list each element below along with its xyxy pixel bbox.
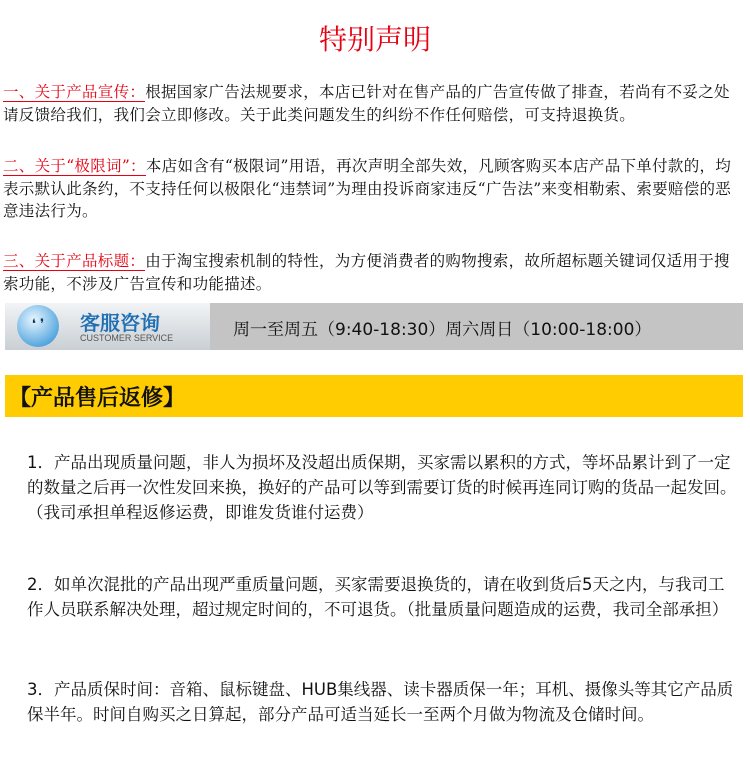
notice-text: 根据国家广告法规要求，本店已针对在售产品的广告宣传做了排查，若尚有不妥之处请反馈给我们，我们会立即修改。关于此类问题发生的纠纷不作任何赔偿，可支持退换货。	[3, 83, 730, 124]
list-item: 2．如单次混批的产品出现严重质量问题，买家需要退换货的，请在收到货后5天之内，与我司工作人员联系解决处理，超过规定时间的，不可退货。（批量质量问题造成的运费，我司全部承担）	[27, 575, 729, 619]
notice-text: 由于淘宝搜索机制的特性，为方便消费者的购物搜索，故所超标题关键词仅适用于搜索功能，不涉及广告宣传和功能描述。	[3, 252, 730, 293]
notice-advertising	[3, 81, 743, 126]
notice-extreme-words	[3, 155, 743, 223]
notice-label: 一、关于产品宣传：	[3, 83, 146, 101]
customer-service-subtitle: CUSTOMER SERVICE	[80, 333, 174, 343]
service-hours: 周一至周五（9:40-18:30）周六周日（10:00-18:00）	[233, 320, 652, 340]
section-title: 【产品售后返修】	[9, 386, 186, 411]
list-item: 3．产品质保时间：音箱、鼠标键盘、HUB集线器、读卡器质保一年；耳机、摄像头等其它产品质保半年。时间自购买之日算起，部分产品可适当延长一至两个月做为物流及仓储时间。	[27, 680, 734, 724]
customer-service-banner	[5, 303, 743, 350]
customer-service-logo	[5, 303, 210, 350]
notice-label: 二、关于“极限词”：	[3, 157, 146, 175]
notice-text: 本店如含有“极限词”用语，再次声明全部失效，凡顾客购买本店产品下单付款的，均表示默认此条约，不支持任何以极限化“违禁词”为理由投诉商家违反“广告法”来变相勒索、索要赔偿的恶意违法行为。	[3, 157, 732, 220]
list-item: 1．产品出现质量问题，非人为损坏及没超出质保期，买家需以累积的方式，等坏品累计到了一定的数量之后再一次性发回来换，换好的产品可以等到需要订货的时候再连同订购的货品一起发回。（我司承担单程返修运费，即谁发货谁付运费）	[27, 453, 737, 522]
chat-bubble-icon: ❛ ❜	[17, 305, 59, 347]
notice-title	[3, 250, 743, 295]
notice-label: 三、关于产品标题：	[3, 252, 146, 270]
page-title: 特别声明	[318, 23, 431, 56]
customer-service-title: 客服咨询	[80, 311, 160, 335]
section-header	[5, 375, 743, 417]
